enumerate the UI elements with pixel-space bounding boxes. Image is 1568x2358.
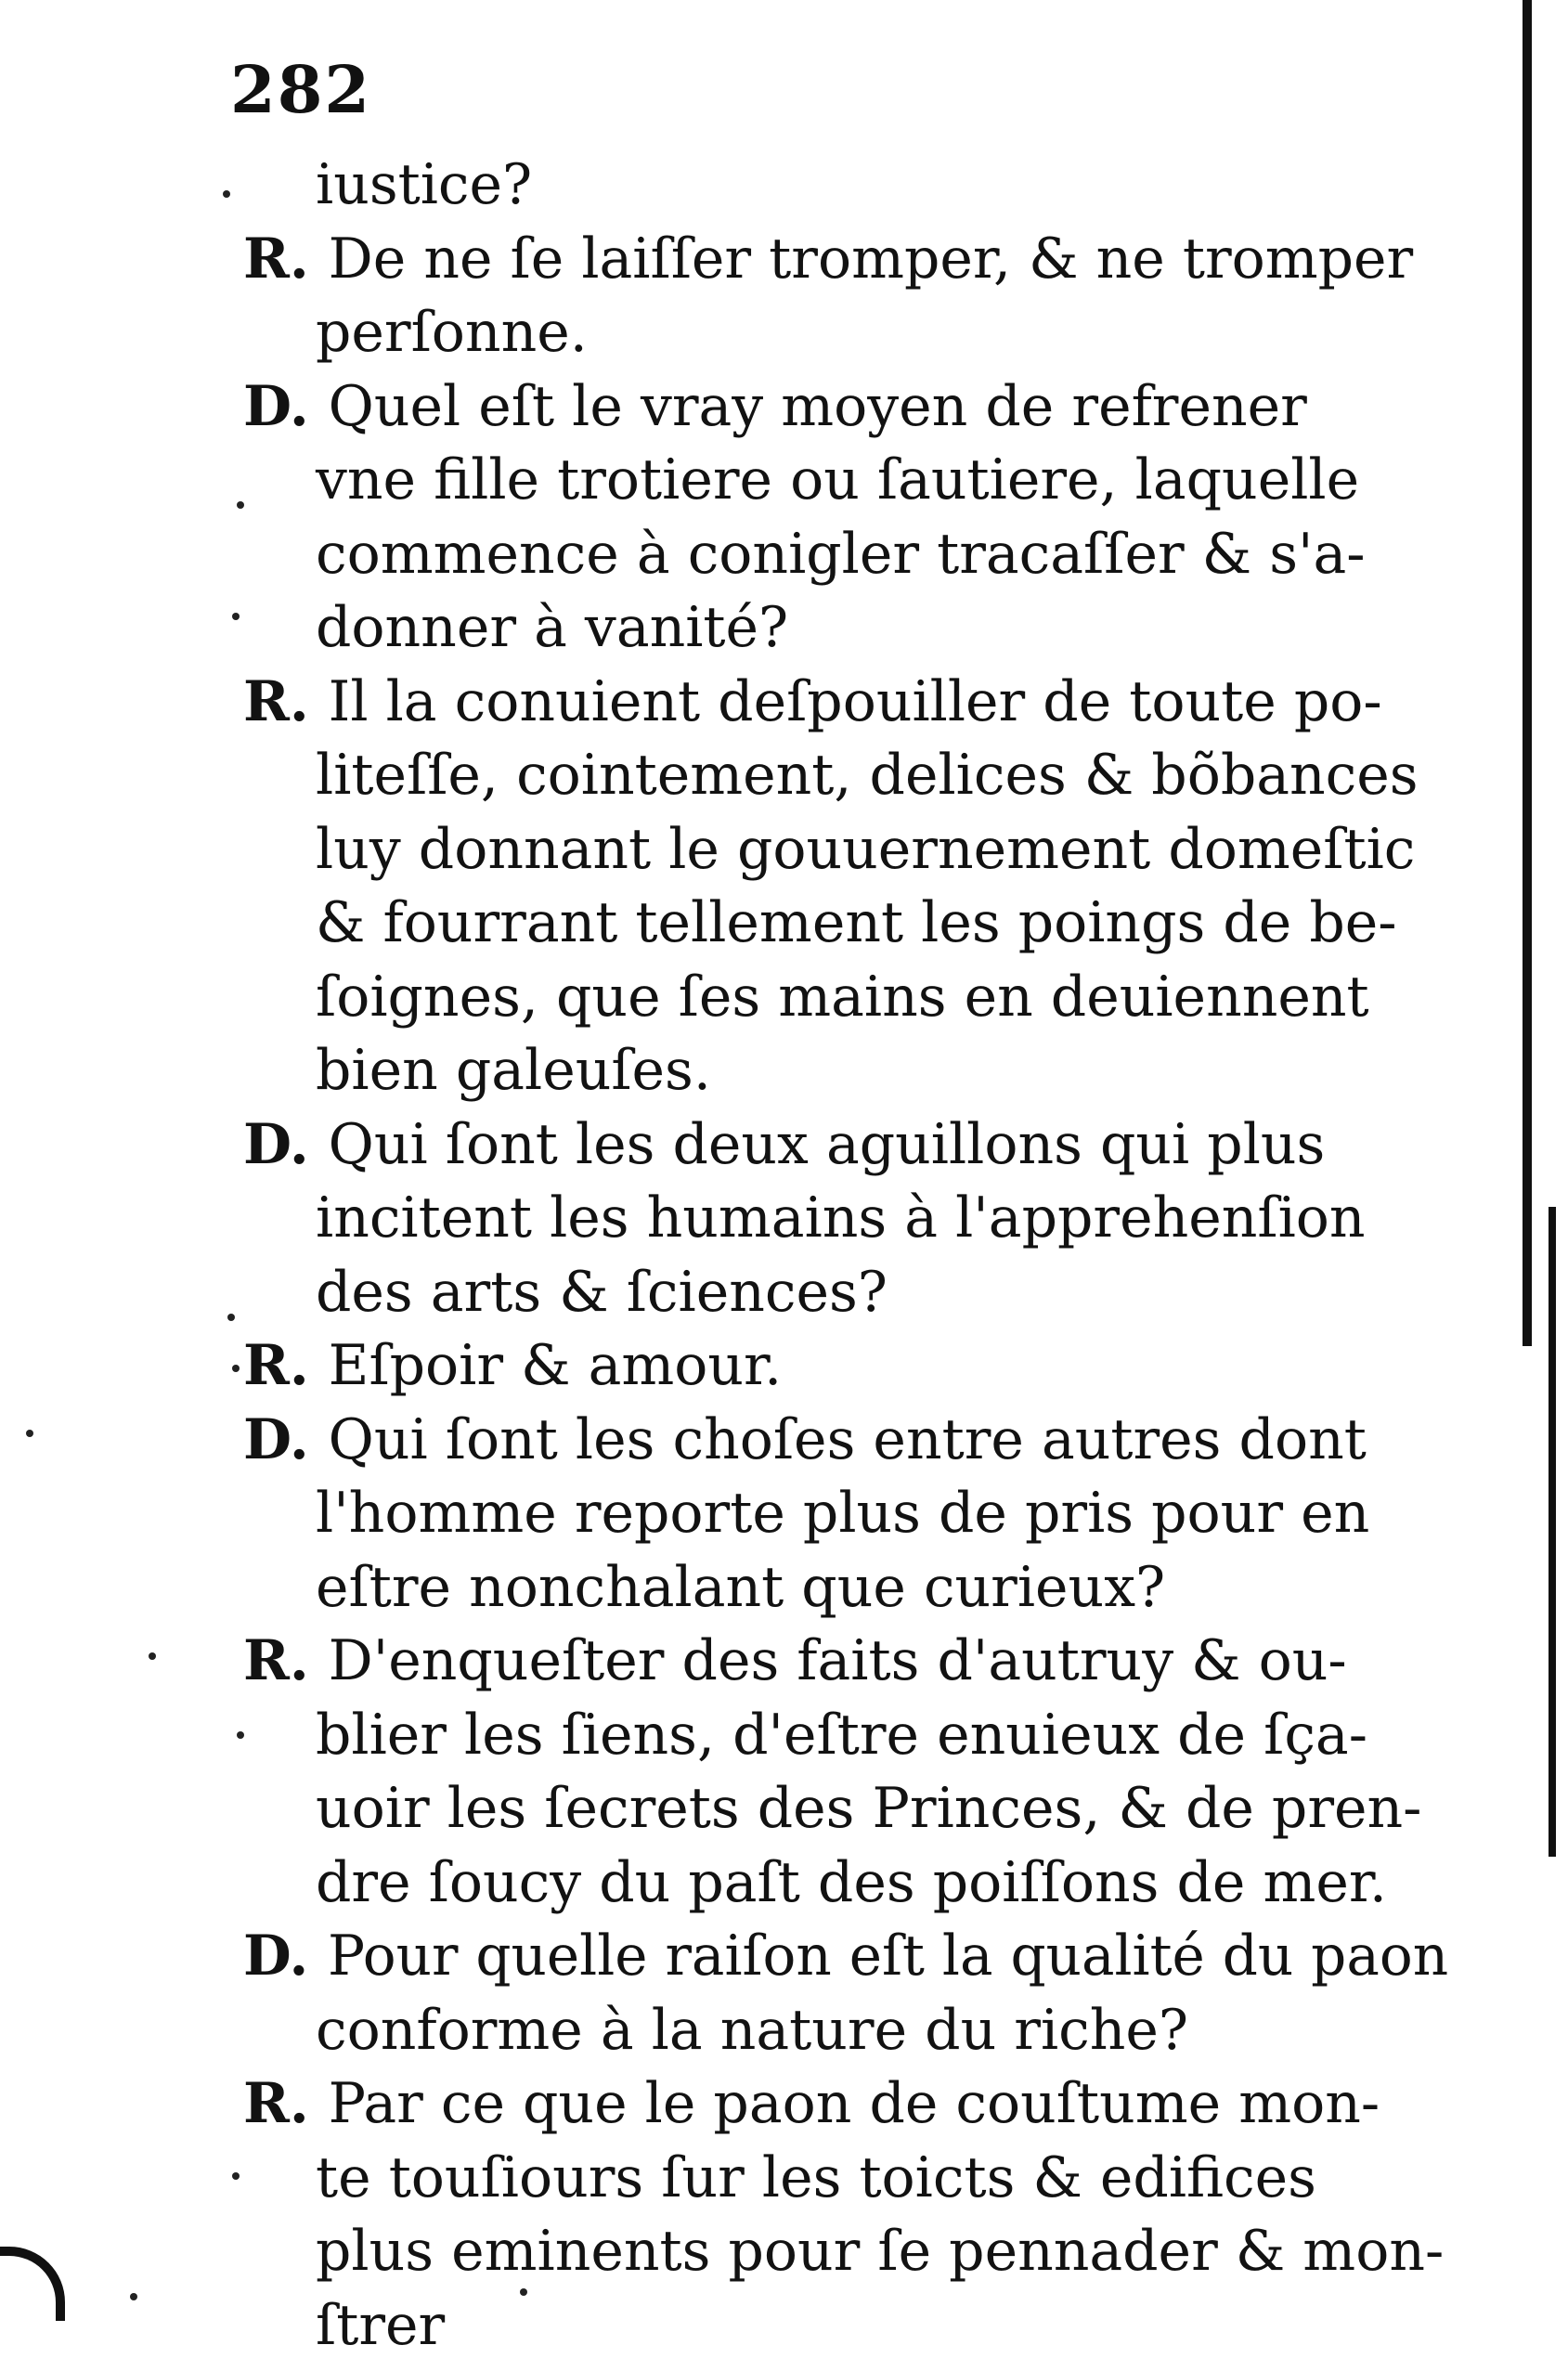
line-text: perſonne. bbox=[316, 300, 588, 365]
line-text: Eſpoir & amour. bbox=[328, 1333, 783, 1398]
ink-speck bbox=[520, 2288, 527, 2296]
page-number: 282 bbox=[230, 51, 372, 128]
line-text: Par ce que le paon de couſtume mon- bbox=[328, 2071, 1380, 2136]
text-line bbox=[316, 965, 1369, 1029]
text-line bbox=[243, 227, 1413, 291]
line-text: Quel eſt le vray moyen de refrener bbox=[328, 373, 1307, 439]
text-line bbox=[316, 523, 1366, 586]
line-text: ſoignes, que ſes mains en deuiennent bbox=[316, 964, 1369, 1030]
line-text: Qui ſont les choſes entre autres dont bbox=[328, 1406, 1367, 1472]
ink-speck bbox=[223, 190, 230, 198]
ink-speck bbox=[237, 1731, 244, 1739]
text-line bbox=[243, 375, 1307, 438]
line-text: Pour quelle raiſon eſt la qualité du paon bbox=[328, 1924, 1449, 1989]
speaker-label: D. bbox=[243, 1924, 329, 1989]
line-text: liteſſe, cointement, delices & bõbances bbox=[316, 743, 1419, 808]
text-line bbox=[316, 1261, 888, 1324]
page-edge-rule-lower bbox=[1549, 1207, 1556, 1857]
ink-speck bbox=[232, 613, 240, 620]
corner-ornament bbox=[0, 2247, 65, 2321]
text-line bbox=[316, 1851, 1387, 1914]
text-line bbox=[316, 1777, 1421, 1840]
ink-speck bbox=[26, 1430, 33, 1437]
text-line bbox=[316, 1186, 1366, 1250]
ink-speck bbox=[232, 2172, 240, 2180]
text-line bbox=[243, 1629, 1347, 1692]
text-line bbox=[316, 448, 1359, 512]
line-text: te touſiours ſur les toicts & edifices bbox=[316, 2144, 1316, 2210]
line-text: bien galeuſes. bbox=[316, 1038, 711, 1103]
line-text: D'enqueſter des faits d'autruy & ou- bbox=[328, 1628, 1347, 1693]
text-line bbox=[243, 1408, 1367, 1471]
line-text: Qui ſont les deux aguillons qui plus bbox=[328, 1111, 1326, 1177]
text-line bbox=[316, 596, 788, 659]
line-text: luy donnant le gouuernement domeſtic bbox=[316, 816, 1416, 882]
speaker-label: R. bbox=[243, 2071, 329, 2136]
line-text: incitent les humains à l'apprehenſion bbox=[316, 1185, 1366, 1250]
line-text: eſtre nonchalant que curieux? bbox=[316, 1554, 1166, 1620]
text-line bbox=[243, 670, 1382, 733]
text-line bbox=[316, 2220, 1444, 2283]
ink-speck bbox=[149, 1652, 156, 1660]
text-line bbox=[316, 2146, 1316, 2209]
speaker-label: D. bbox=[243, 1406, 329, 1472]
line-text: plus eminents pour ſe pennader & mon- bbox=[316, 2219, 1445, 2284]
line-text: commence à conigler tracaſſer & s'a- bbox=[316, 521, 1366, 587]
text-line bbox=[316, 1556, 1165, 1619]
text-line bbox=[316, 744, 1419, 807]
line-text: vne fille trotiere ou ſautiere, laquelle bbox=[316, 447, 1360, 512]
speaker-label: D. bbox=[243, 1111, 329, 1177]
line-text: dre ſoucy du paſt des poiſſons de mer. bbox=[316, 1849, 1388, 1915]
line-text: iustice? bbox=[316, 152, 533, 217]
ink-speck bbox=[237, 501, 244, 509]
speaker-label: R. bbox=[243, 1333, 329, 1398]
line-text: Il la conuient deſpouiller de toute po- bbox=[328, 668, 1382, 734]
line-text: ſtrer bbox=[316, 2292, 446, 2358]
page-edge-rule bbox=[1523, 0, 1532, 1346]
line-text: blier les ſiens, d'eſtre enuieux de ſça- bbox=[316, 1702, 1367, 1768]
speaker-label: D. bbox=[243, 373, 329, 439]
text-line bbox=[316, 1704, 1367, 1767]
line-text: donner à vanité? bbox=[316, 595, 789, 660]
speaker-label: R. bbox=[243, 226, 329, 292]
line-text: uoir les ſecrets des Princes, & de pren- bbox=[316, 1776, 1422, 1841]
text-line bbox=[243, 1113, 1325, 1176]
text-line bbox=[243, 1924, 1448, 1988]
text-line bbox=[243, 2072, 1380, 2135]
text-line bbox=[316, 891, 1397, 954]
text-line bbox=[316, 1039, 711, 1102]
speaker-label: R. bbox=[243, 1628, 329, 1693]
text-line bbox=[316, 818, 1415, 881]
text-line bbox=[316, 1482, 1369, 1545]
text-line bbox=[316, 153, 532, 216]
text-line bbox=[316, 301, 588, 364]
line-text: & fourrant tellement les poings de be- bbox=[316, 890, 1397, 955]
line-text: conforme à la nature du riche? bbox=[316, 1997, 1189, 2063]
ink-speck bbox=[130, 2293, 137, 2300]
text-line bbox=[316, 1999, 1188, 2062]
ink-speck bbox=[227, 1314, 235, 1321]
text-line bbox=[316, 2294, 445, 2357]
text-line bbox=[243, 1334, 782, 1397]
line-text: des arts & ſciences? bbox=[316, 1259, 888, 1325]
ink-speck bbox=[232, 1365, 240, 1372]
line-text: l'homme reporte plus de pris pour en bbox=[316, 1481, 1370, 1546]
line-text: De ne ſe laiſſer tromper, & ne tromper bbox=[328, 226, 1414, 292]
speaker-label: R. bbox=[243, 668, 329, 734]
